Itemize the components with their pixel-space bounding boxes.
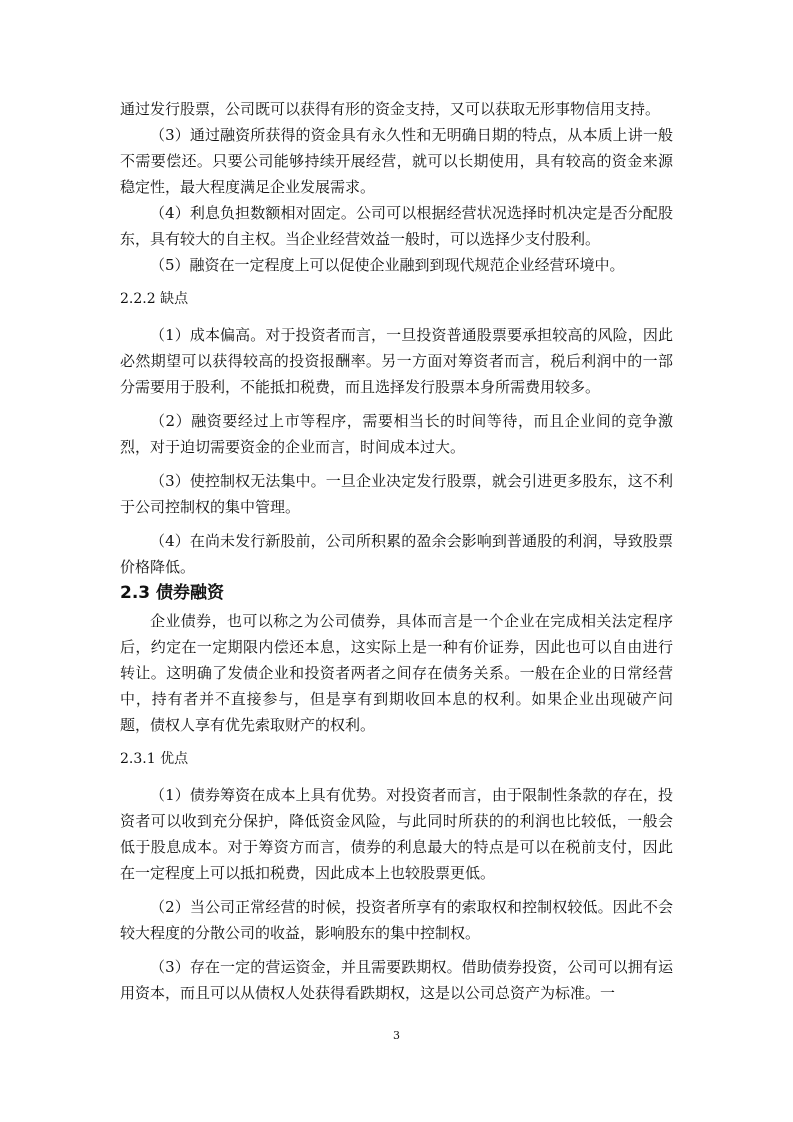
page-number: 3	[393, 1029, 400, 1042]
paragraph-disadvantage-4: （4）在尚未发行新股前，公司所积累的盈余会影响到普通股的利润，导致股票价格降低。	[120, 532, 673, 576]
paragraph-disadvantage-2: （2）融资要经过上市等程序，需要相当长的时间等待，而且企业间的竞争激烈，对于迫切需要资金的企业而言，时间成本过大。	[120, 412, 673, 456]
paragraph-disadvantage-1: （1）成本偏高。对于投资者而言，一旦投资普通股票要承担较高的风险，因此必然期望可以获得较高的投资报酬率。另一方面对筹资者而言，税后利润中的一部分需要用于股利，不能抵扣税费，而且选择发行股票本身所需费用较多。	[120, 326, 673, 396]
section-heading-2-3-1: 2.3.1 优点	[120, 751, 189, 767]
paragraph-disadvantage-3: （3）使控制权无法集中。一旦企业决定发行股票，就会引进更多股东，这不利于公司控制权的集中管理。	[120, 472, 673, 516]
paragraph-bond-advantage-1: （1）债券筹资在成本上具有优势。对投资者而言，由于限制性条款的存在，投资者可以收到充分保护，降低资金风险，与此同时所获的的利润也比较低，一般会低于股息成本。对于筹资方而言，债券的利息最大的特点是可以在税前支付，因此在一定程度上可以抵扣税费，因此成本上也较股票更低。	[120, 786, 673, 882]
paragraph-advantage-5: （5）融资在一定程度上可以促使企业融到到现代规范企业经营环境中。	[150, 256, 625, 274]
section-heading-2-2-2: 2.2.2 缺点	[120, 291, 189, 307]
paragraph-bond-intro: 企业债券，也可以称之为公司债券，具体而言是一个企业在完成相关法定程序后，约定在一定期限内偿还本息，这实际上是一种有价证券，因此也可以自由进行转让。这明确了发债企业和投资者两者之间存在债务关系。一般在企业的日常经营中，持有者并不直接参与，但是享有到期收回本息的权利。如果企业出现破产问题，债权人享有优先索取财产的权利。	[120, 612, 673, 734]
paragraph-advantage-3: （3）通过融资所获得的资金具有永久性和无明确日期的特点，从本质上讲一般不需要偿还。只要公司能够持续开展经营，就可以长期使用，具有较高的资金来源稳定性，最大程度满足企业发展需求。	[120, 126, 673, 196]
section-heading-2-3: 2.3 债券融资	[120, 583, 225, 603]
page-content	[120, 96, 673, 1006]
paragraph-bond-advantage-3: （3）存在一定的营运资金，并且需要跌期权。借助债券投资，公司可以拥有运用资本，而且可以从债权人处获得看跌期权，这是以公司总资产为标准。一	[120, 958, 673, 1002]
paragraph-continued: 通过发行股票，公司既可以获得有形的资金支持，又可以获取无形事物信用支持。	[120, 100, 661, 118]
paragraph-advantage-4: （4）利息负担数额相对固定。公司可以根据经营状况选择时机决定是否分配股东，具有较大的自主权。当企业经营效益一般时，可以选择少支付股利。	[120, 204, 673, 248]
paragraph-bond-advantage-2: （2）当公司正常经营的时候，投资者所享有的索取权和控制权较低。因此不会较大程度的分散公司的收益，影响股东的集中控制权。	[120, 898, 673, 942]
